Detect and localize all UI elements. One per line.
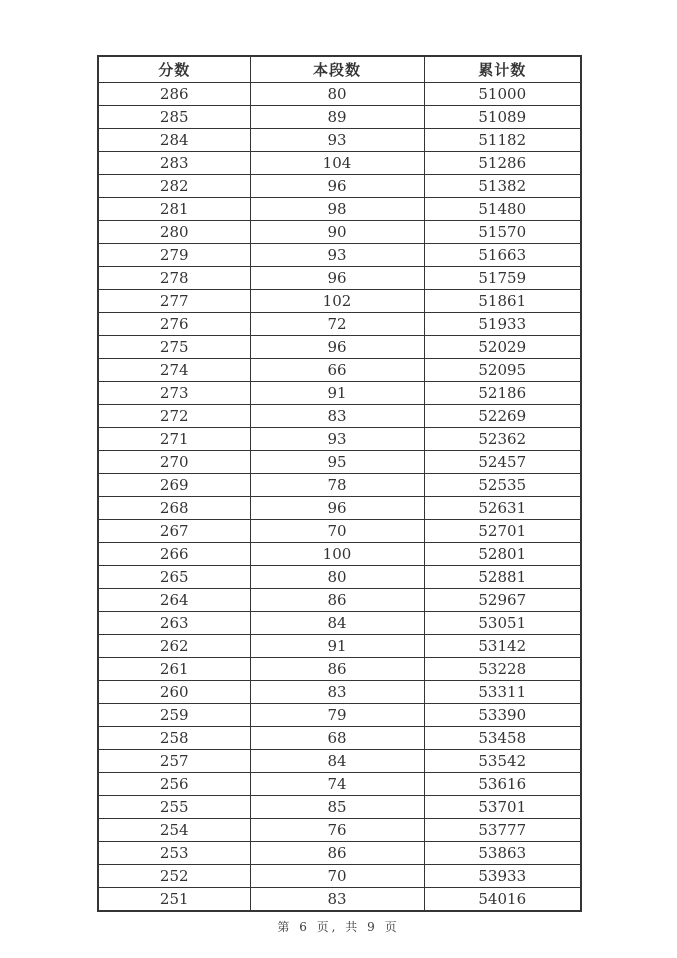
table-cell: 95 (250, 451, 424, 474)
table-row (98, 152, 581, 175)
table-cell: 70 (250, 865, 424, 888)
table-cell: 98 (250, 198, 424, 221)
table-cell: 53701 (424, 796, 581, 819)
table-row (98, 175, 581, 198)
table-cell: 267 (98, 520, 250, 543)
table-cell: 86 (250, 658, 424, 681)
table-cell: 72 (250, 313, 424, 336)
table-cell: 53311 (424, 681, 581, 704)
table-row (98, 681, 581, 704)
table-cell: 84 (250, 612, 424, 635)
table-cell: 266 (98, 543, 250, 566)
table-cell: 93 (250, 129, 424, 152)
table-cell: 280 (98, 221, 250, 244)
table-cell: 53616 (424, 773, 581, 796)
table-cell: 253 (98, 842, 250, 865)
table-cell: 270 (98, 451, 250, 474)
table-cell: 258 (98, 727, 250, 750)
table-cell: 53142 (424, 635, 581, 658)
table-cell: 52457 (424, 451, 581, 474)
table-row (98, 198, 581, 221)
table-cell: 261 (98, 658, 250, 681)
table-cell: 51570 (424, 221, 581, 244)
table-cell: 53228 (424, 658, 581, 681)
table-cell: 53933 (424, 865, 581, 888)
table-row (98, 612, 581, 635)
table-cell: 51382 (424, 175, 581, 198)
table-row (98, 865, 581, 888)
table-row (98, 773, 581, 796)
table-cell: 89 (250, 106, 424, 129)
table-cell: 91 (250, 635, 424, 658)
table-header-row (98, 56, 581, 83)
table-row (98, 658, 581, 681)
table-cell: 83 (250, 681, 424, 704)
table-cell: 76 (250, 819, 424, 842)
table-cell: 271 (98, 428, 250, 451)
table-cell: 102 (250, 290, 424, 313)
table-cell: 52362 (424, 428, 581, 451)
table-cell: 264 (98, 589, 250, 612)
table-row (98, 727, 581, 750)
table-cell: 279 (98, 244, 250, 267)
table-cell: 255 (98, 796, 250, 819)
table-cell: 283 (98, 152, 250, 175)
table-cell: 80 (250, 83, 424, 106)
table-cell: 51000 (424, 83, 581, 106)
table-cell: 52269 (424, 405, 581, 428)
table-cell: 79 (250, 704, 424, 727)
table-cell: 96 (250, 497, 424, 520)
table-cell: 96 (250, 175, 424, 198)
table-cell: 83 (250, 888, 424, 912)
table-cell: 254 (98, 819, 250, 842)
table-cell: 282 (98, 175, 250, 198)
table-cell: 52967 (424, 589, 581, 612)
table-cell: 269 (98, 474, 250, 497)
table-cell: 273 (98, 382, 250, 405)
table-cell: 272 (98, 405, 250, 428)
table-cell: 268 (98, 497, 250, 520)
table-cell: 265 (98, 566, 250, 589)
table-row (98, 221, 581, 244)
table-body (98, 83, 581, 912)
table-cell: 51861 (424, 290, 581, 313)
table-cell: 276 (98, 313, 250, 336)
table-cell: 53777 (424, 819, 581, 842)
table-row (98, 382, 581, 405)
table-cell: 74 (250, 773, 424, 796)
table-cell: 53542 (424, 750, 581, 773)
table-cell: 51759 (424, 267, 581, 290)
table-cell: 53390 (424, 704, 581, 727)
score-distribution-table (97, 55, 582, 912)
table-cell: 96 (250, 336, 424, 359)
table-cell: 80 (250, 566, 424, 589)
table-cell: 53458 (424, 727, 581, 750)
table-row (98, 888, 581, 912)
table-cell: 52631 (424, 497, 581, 520)
table-cell: 52535 (424, 474, 581, 497)
table-row (98, 129, 581, 152)
table-cell: 259 (98, 704, 250, 727)
table-cell: 274 (98, 359, 250, 382)
table-row (98, 83, 581, 106)
table-cell: 278 (98, 267, 250, 290)
page-footer: 第 6 页, 共 9 页 (277, 920, 400, 934)
table-cell: 86 (250, 589, 424, 612)
table-cell: 257 (98, 750, 250, 773)
table-cell: 281 (98, 198, 250, 221)
table-cell: 51663 (424, 244, 581, 267)
table-cell: 96 (250, 267, 424, 290)
table-row (98, 842, 581, 865)
table-cell: 285 (98, 106, 250, 129)
table-row (98, 819, 581, 842)
table-cell: 51933 (424, 313, 581, 336)
table-row (98, 704, 581, 727)
table-row (98, 313, 581, 336)
table-row (98, 750, 581, 773)
table-cell: 256 (98, 773, 250, 796)
table-cell: 252 (98, 865, 250, 888)
table-row (98, 244, 581, 267)
table-cell: 52801 (424, 543, 581, 566)
table-row (98, 589, 581, 612)
table-cell: 251 (98, 888, 250, 912)
table-cell: 51182 (424, 129, 581, 152)
table-cell: 51089 (424, 106, 581, 129)
table-cell: 260 (98, 681, 250, 704)
table-cell: 277 (98, 290, 250, 313)
table-cell: 83 (250, 405, 424, 428)
table-cell: 86 (250, 842, 424, 865)
table-cell: 53863 (424, 842, 581, 865)
table-cell: 90 (250, 221, 424, 244)
table-cell: 100 (250, 543, 424, 566)
table-row (98, 635, 581, 658)
header-segment-count: 本段数 (250, 56, 424, 83)
table-row (98, 474, 581, 497)
table-row (98, 497, 581, 520)
table-cell: 68 (250, 727, 424, 750)
table-row (98, 267, 581, 290)
table-row (98, 451, 581, 474)
table-row (98, 520, 581, 543)
table-cell: 85 (250, 796, 424, 819)
table-cell: 93 (250, 244, 424, 267)
table-cell: 52186 (424, 382, 581, 405)
table-cell: 93 (250, 428, 424, 451)
table-cell: 51480 (424, 198, 581, 221)
table-cell: 104 (250, 152, 424, 175)
table-cell: 284 (98, 129, 250, 152)
table-cell: 275 (98, 336, 250, 359)
table-row (98, 428, 581, 451)
table-row (98, 796, 581, 819)
table-row (98, 566, 581, 589)
table-cell: 70 (250, 520, 424, 543)
table-cell: 51286 (424, 152, 581, 175)
table-cell: 263 (98, 612, 250, 635)
table-cell: 78 (250, 474, 424, 497)
table-cell: 52701 (424, 520, 581, 543)
table-cell: 262 (98, 635, 250, 658)
header-score: 分数 (98, 56, 250, 83)
table-row (98, 543, 581, 566)
table-row (98, 290, 581, 313)
table-row (98, 405, 581, 428)
header-cumulative-count: 累计数 (424, 56, 581, 83)
table-cell: 53051 (424, 612, 581, 635)
table-cell: 91 (250, 382, 424, 405)
table-cell: 84 (250, 750, 424, 773)
table-cell: 286 (98, 83, 250, 106)
table-cell: 54016 (424, 888, 581, 912)
table-row (98, 359, 581, 382)
table-cell: 52881 (424, 566, 581, 589)
table-cell: 66 (250, 359, 424, 382)
table-cell: 52029 (424, 336, 581, 359)
table-row (98, 106, 581, 129)
table-row (98, 336, 581, 359)
table-cell: 52095 (424, 359, 581, 382)
